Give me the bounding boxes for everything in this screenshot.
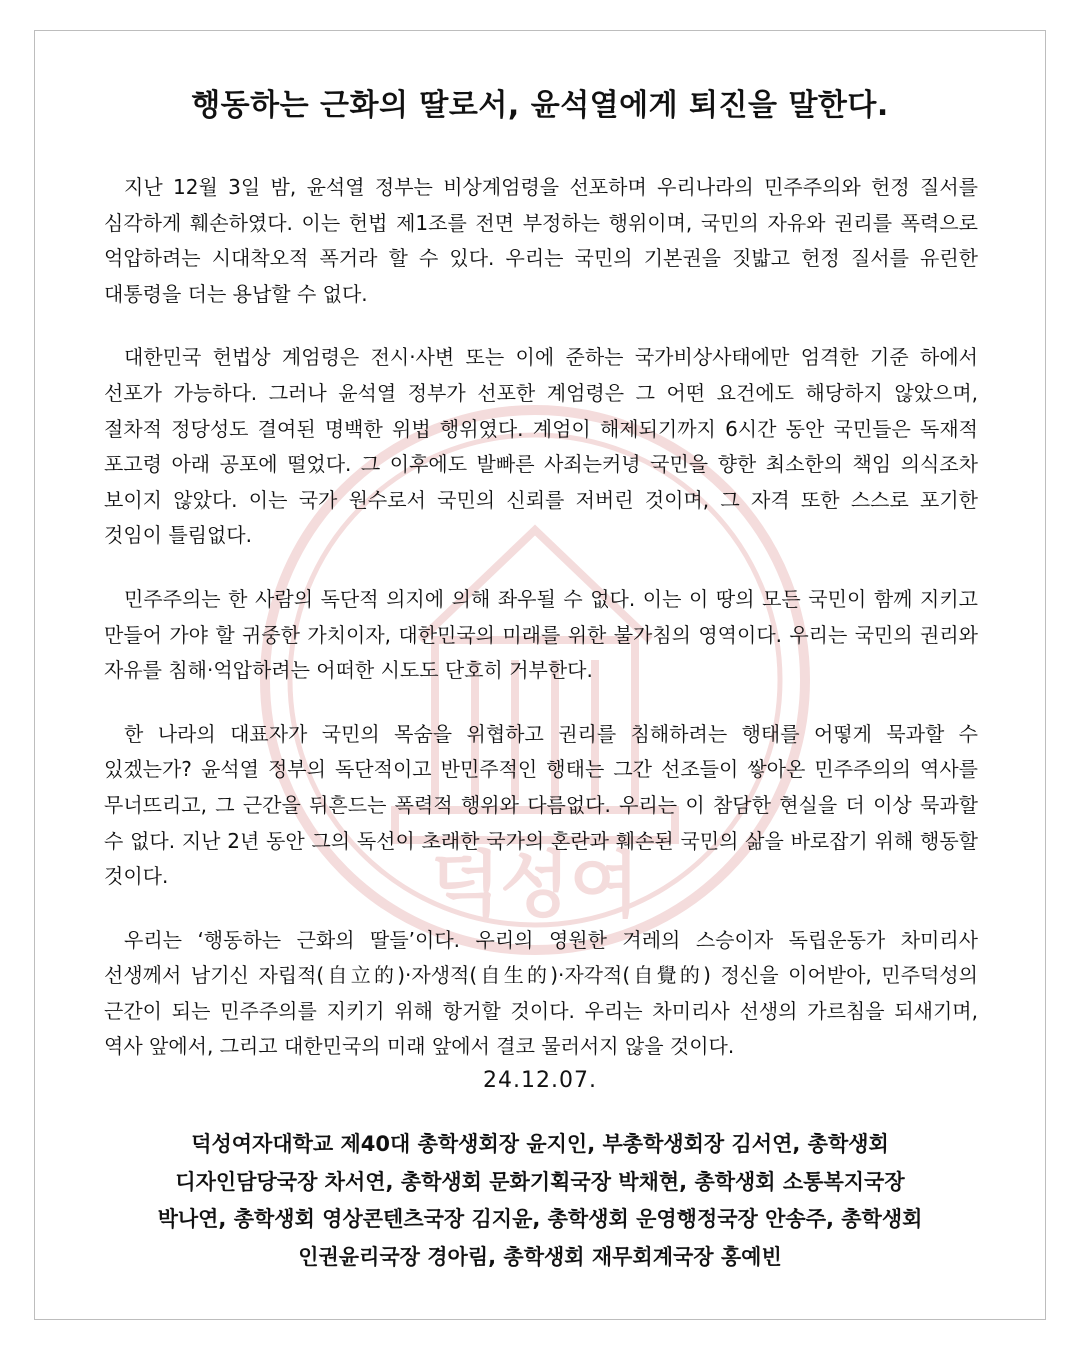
signatory-line-3: 박나연, 총학생회 영상콘텐츠국장 김지윤, 총학생회 운영행정국장 안송주, 총학생회 [157,1207,923,1231]
paragraph-3: 민주주의는 한 사람의 독단적 의지에 의해 좌우될 수 없다. 이는 이 땅의 모든 국민이 함께 지키고 만들어 가야 할 귀중한 가치이자, 대한민국의 미래를 위한 불가침의 영역이다. 우리는 국민의 권리와 자유를 침해·억압하려는 어떠한 시도도 단호히 거부한다. [104,586,978,683]
paragraph-4: 한 나라의 대표자가 국민의 목숨을 위협하고 권리를 침해하려는 행태를 어떻게 묵과할 수 있겠는가? 윤석열 정부의 독단적이고 반민주적인 행태는 그간 선조들이 쌓아온 민주주의의 역사를 무너뜨리고, 그 근간을 뒤흔드는 폭력적 행위와 다름없다. 우리는 이 참담한 현실을 더 이상 묵과할 수 없다. 지난 2년 동안 그의 독선이 초래한 국가의 혼란과 훼손된 국민의 삶을 바로잡기 위해 행동할 것이다. [104,721,978,889]
paragraph-1: 지난 12월 3일 밤, 윤석열 정부는 비상계엄령을 선포하며 우리나라의 민주주의와 헌정 질서를 심각하게 훼손하였다. 이는 헌법 제1조를 전면 부정하는 행위이며, 국민의 자유와 권리를 폭력으로 억압하려는 시대착오적 폭거라 할 수 있다. 우리는 국민의 기본권을 짓밟고 헌정 질서를 유린한 대통령을 더는 용납할 수 없다. [104,175,978,306]
paragraph-2: 대한민국 헌법상 계엄령은 전시·사변 또는 이에 준하는 국가비상사태에만 엄격한 기준 하에서 선포가 가능하다. 그러나 윤석열 정부가 선포한 계엄령은 그 어떤 요건에도 해당하지 않았으며, 절차적 정당성도 결여된 명백한 위법 행위였다. 계엄이 해제되기까지 6시간 동안 국민들은 독재적 포고령 아래 공포에 떨었다. 그 이후에도 발빠른 사죄는커녕 국민을 향한 최소한의 책임 의식조차 보이지 않았다. 이는 국가 원수로서 국민의 신뢰를 저버린 것이며, 그 자격 또한 스스로 포기한 것임이 틀림없다. [104,345,978,548]
paragraph-5: 우리는 ‘행동하는 근화의 딸들’이다. 우리의 영원한 겨레의 스승이자 독립운동가 차미리사 선생께서 남기신 자립적(自立的)·자생적(自生的)·자각적(自覺的) 정신을 이어받아, 민주덕성의 근간이 되는 민주주의를 지키기 위해 항거할 것이다. 우리는 차미리사 선생의 가르침을 되새기며, 역사 앞에서, 그리고 대한민국의 미래 앞에서 결코 물러서지 않을 것이다. [104,927,978,1059]
signatory-line-2: 디자인담당국장 차서연, 총학생회 문화기획국장 박채현, 총학생회 소통복지국장 [175,1169,905,1194]
signatory-line-4: 인권윤리국장 경아림, 총학생회 재무회계국장 홍예빈 [298,1244,782,1269]
watermark-text: 덕성여 [430,843,640,927]
document-title: 행동하는 근화의 딸로서, 윤석열에게 퇴진을 말한다. [191,88,889,123]
signatory-line-1: 덕성여자대학교 제40대 총학생회장 윤지인, 부총학생회장 김서연, 총학생회 [191,1132,889,1156]
statement-body [104,170,978,1093]
signatories [120,1126,960,1276]
statement-date: 24.12.07. [483,1068,597,1093]
